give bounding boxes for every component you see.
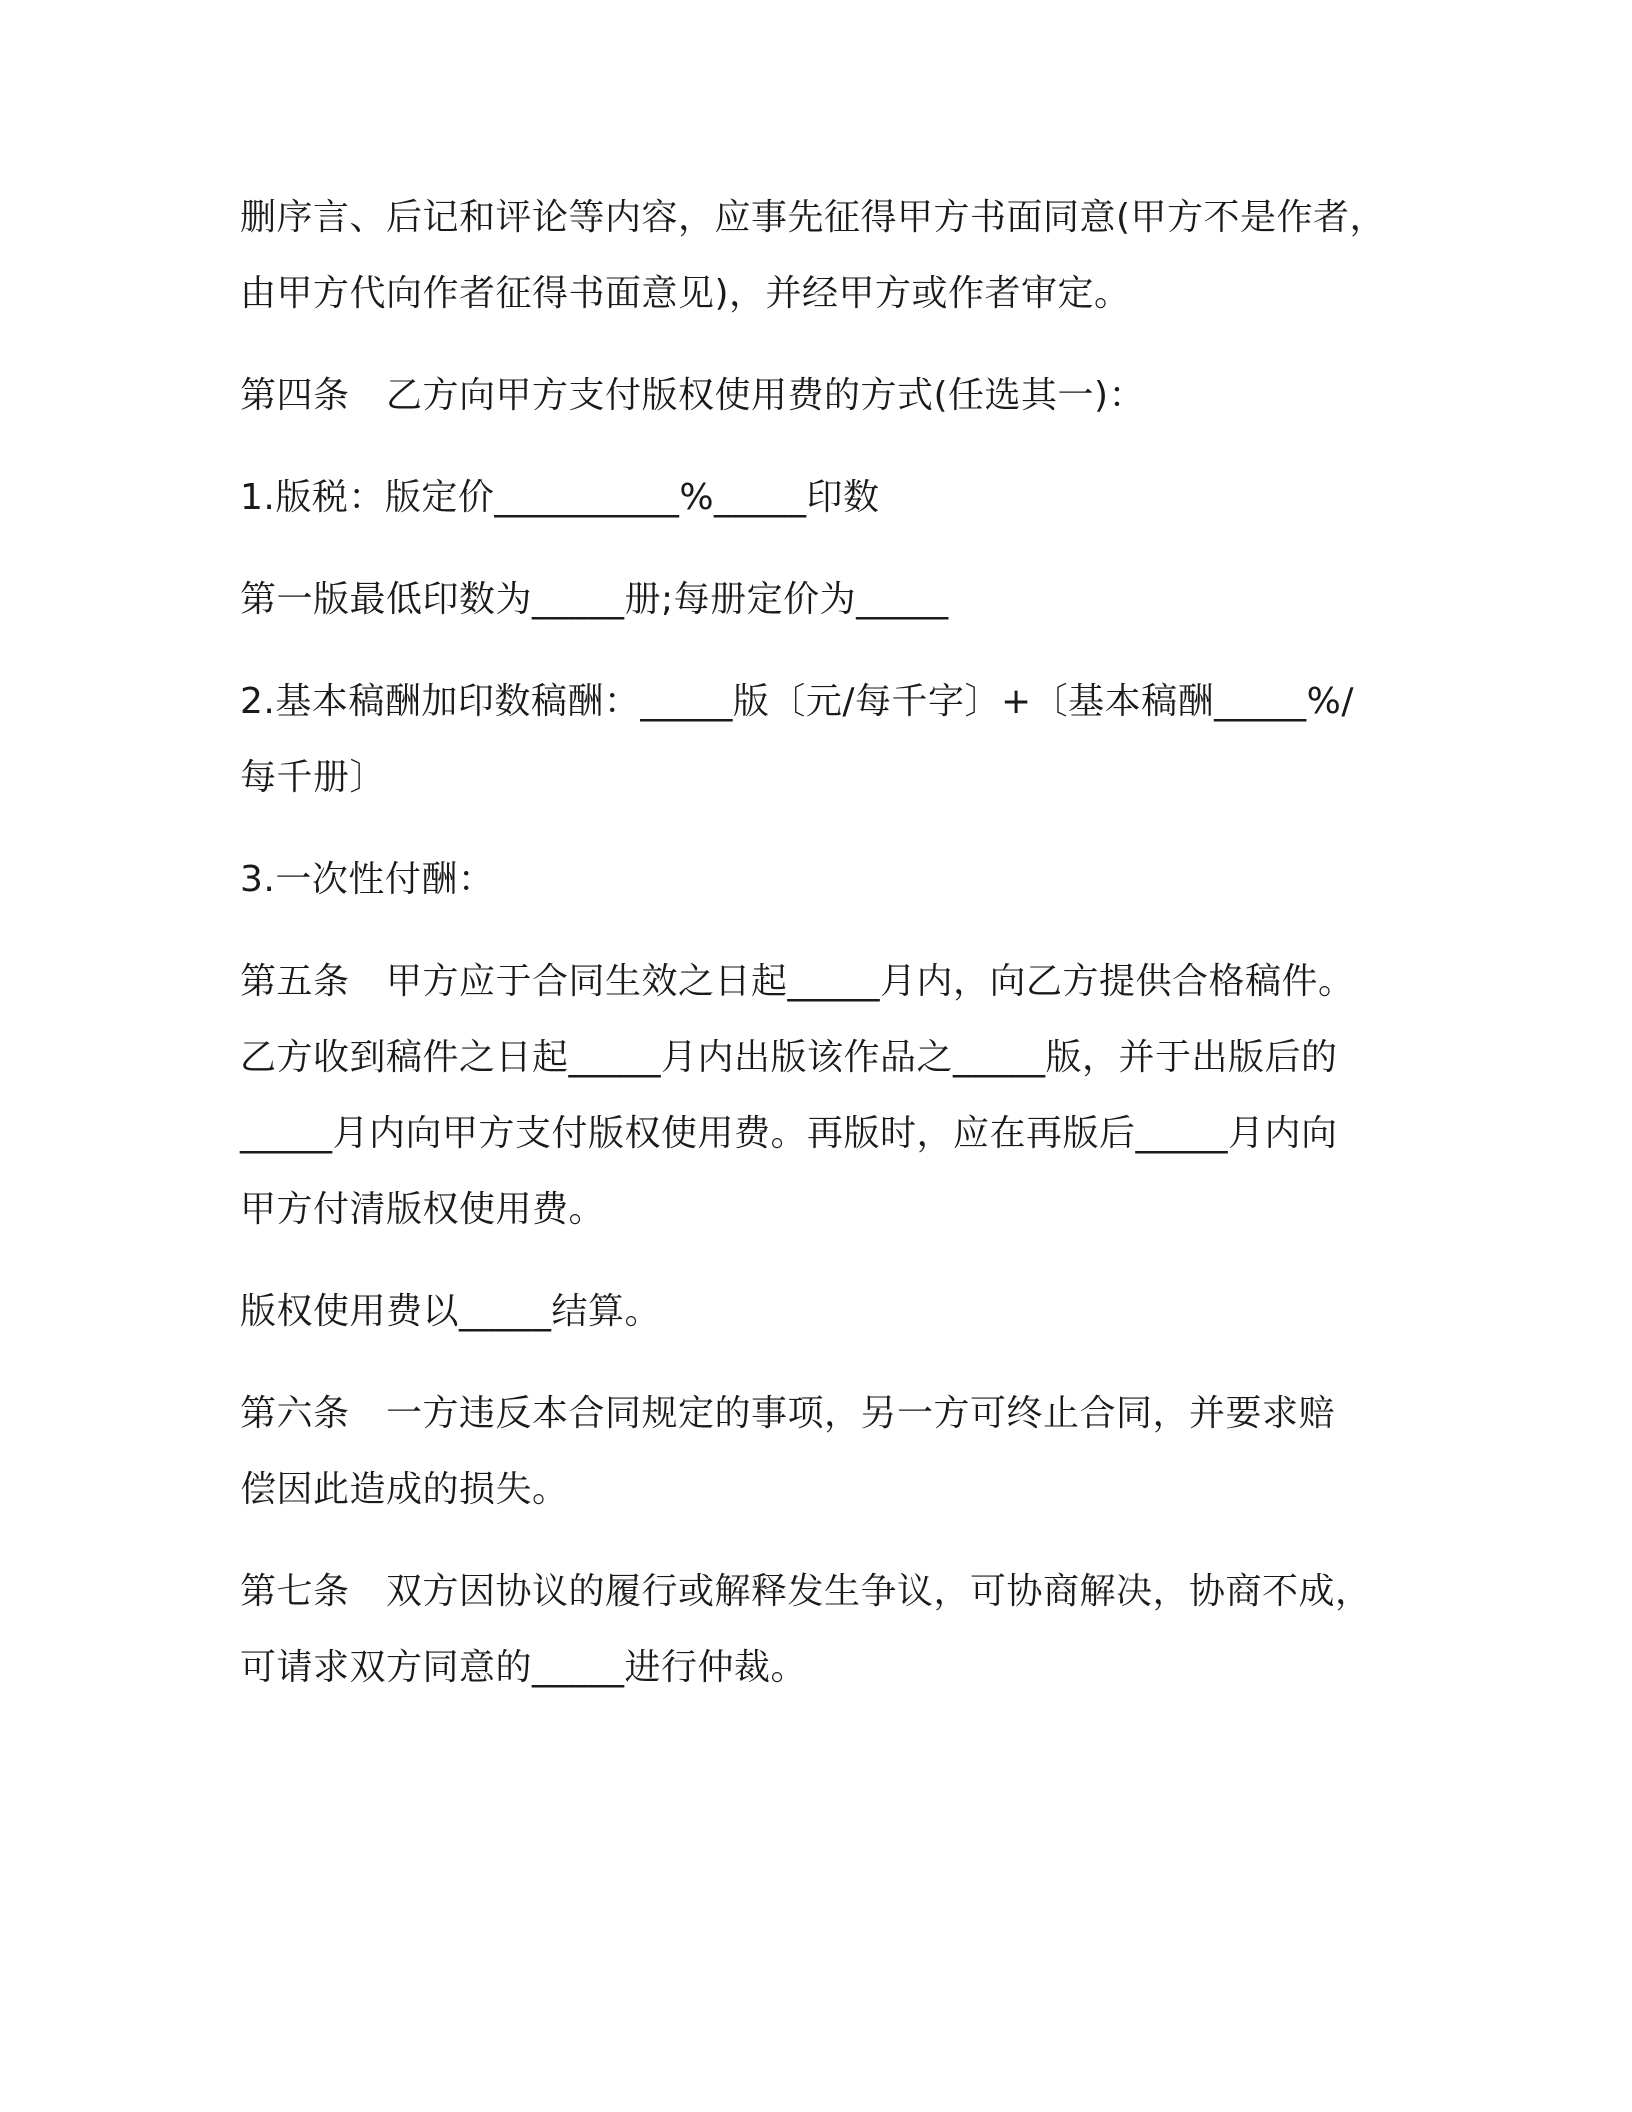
article-5-line-3: _____月内向甲方支付版权使用费。再版时，应在再版后_____月内向 — [240, 1113, 1338, 1154]
option-2-continuation: 每千册〕 — [240, 757, 387, 798]
article-7-line-2: 可请求双方同意的_____进行仲裁。 — [240, 1647, 808, 1688]
article-5-line-1: 第五条 甲方应于合同生效之日起_____月内，向乙方提供合格稿件。 — [240, 961, 1355, 1002]
first-edition-print-line: 第一版最低印数为_____册;每册定价为_____ — [240, 579, 949, 620]
text-line-2: 由甲方代向作者征得书面意见)，并经甲方或作者审定。 — [240, 273, 1131, 314]
article-6-line-1: 第六条 一方违反本合同规定的事项，另一方可终止合同，并要求赔 — [240, 1393, 1336, 1434]
settlement-line: 版权使用费以_____结算。 — [240, 1291, 662, 1332]
article-4-heading: 第四条 乙方向甲方支付版权使用费的方式(任选其一)： — [240, 375, 1146, 416]
option-3-lump-sum: 3.一次性付酬： — [240, 859, 495, 900]
article-5-line-2: 乙方收到稿件之日起_____月内出版该作品之_____版，并于出版后的 — [240, 1037, 1338, 1078]
text-line-1: 删序言、后记和评论等内容，应事先征得甲方书面同意(甲方不是作者， — [240, 197, 1387, 238]
article-6-line-2: 偿因此造成的损失。 — [240, 1469, 569, 1510]
option-2-basic-fee: 2.基本稿酬加印数稿酬：_____版〔元/每千字〕+〔基本稿酬_____%/ — [240, 681, 1354, 722]
article-5-line-4: 甲方付清版权使用费。 — [240, 1189, 606, 1230]
option-1-royalty: 1.版税：版定价__________%_____印数 — [240, 477, 880, 518]
article-7-line-1: 第七条 双方因协议的履行或解释发生争议，可协商解决，协商不成， — [240, 1571, 1372, 1612]
